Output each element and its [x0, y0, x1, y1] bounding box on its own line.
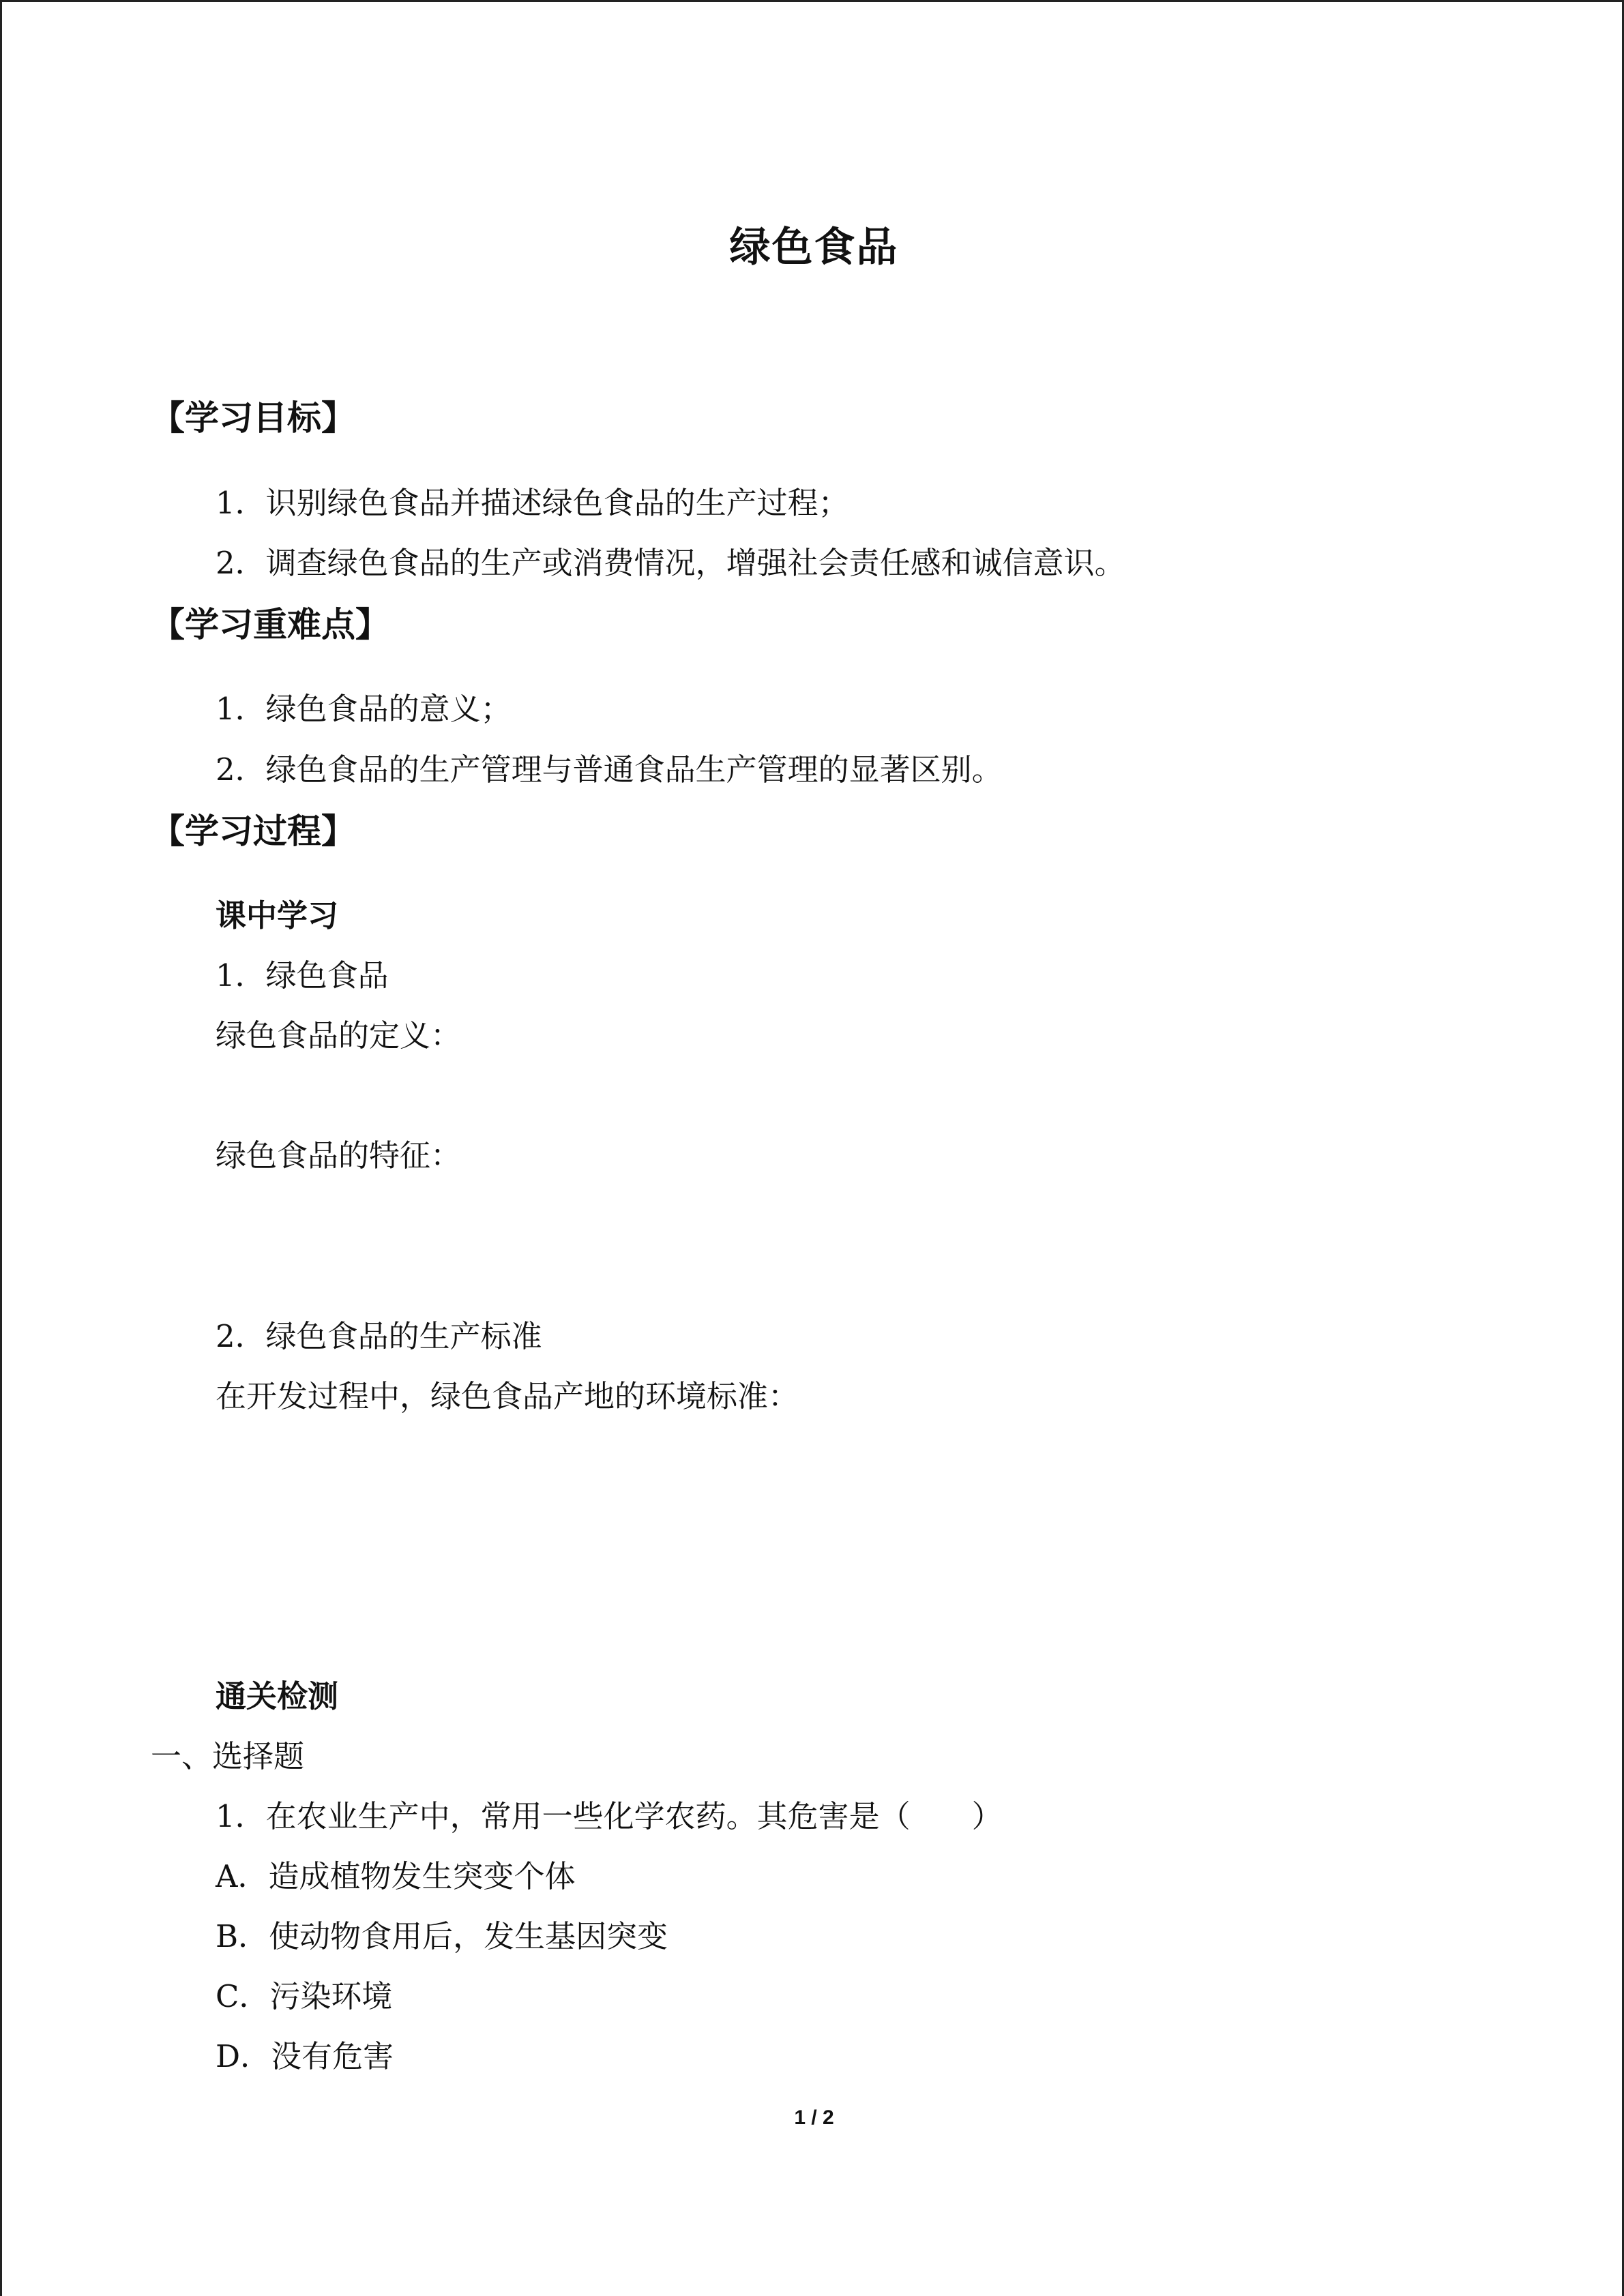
option-b: B．使动物食用后，发生基因突变: [216, 1918, 668, 1954]
option-d: D．没有危害: [216, 2038, 394, 2074]
question-1: 1．在农业生产中，常用一些化学农药。其危害是（ ）: [216, 1798, 1003, 1834]
page-number: 1 / 2: [794, 2106, 834, 2129]
subheading-check: 通关检测: [216, 1678, 339, 1714]
section-heading-key-points: 【学习重难点】: [151, 605, 389, 644]
class-study-line-3: 绿色食品的特征：: [216, 1137, 462, 1174]
part-label-choice: 一、选择题: [151, 1738, 305, 1774]
key-point-item-2: 2．绿色食品的生产管理与普通食品生产管理的显著区别。: [216, 751, 1003, 788]
option-a: A．造成植物发生突变个体: [216, 1858, 576, 1894]
option-c: C．污染环境: [216, 1978, 393, 2014]
class-study-line-5: 在开发过程中，绿色食品产地的环境标准：: [216, 1378, 799, 1414]
class-study-line-2: 绿色食品的定义：: [216, 1017, 462, 1054]
class-study-line-4: 2．绿色食品的生产标准: [216, 1318, 542, 1354]
class-study-line-1: 1．绿色食品: [216, 957, 389, 994]
subheading-class-study: 课中学习: [216, 897, 339, 934]
key-point-item-1: 1．绿色食品的意义；: [216, 691, 512, 727]
document-title: 绿色食品: [729, 224, 899, 271]
section-heading-objectives: 【学习目标】: [151, 398, 355, 438]
section-heading-process: 【学习过程】: [151, 811, 355, 851]
objective-item-1: 1．识别绿色食品并描述绿色食品的生产过程；: [216, 485, 849, 521]
objective-item-2: 2．调查绿色食品的生产或消费情况，增强社会责任感和诚信意识。: [216, 545, 1125, 581]
